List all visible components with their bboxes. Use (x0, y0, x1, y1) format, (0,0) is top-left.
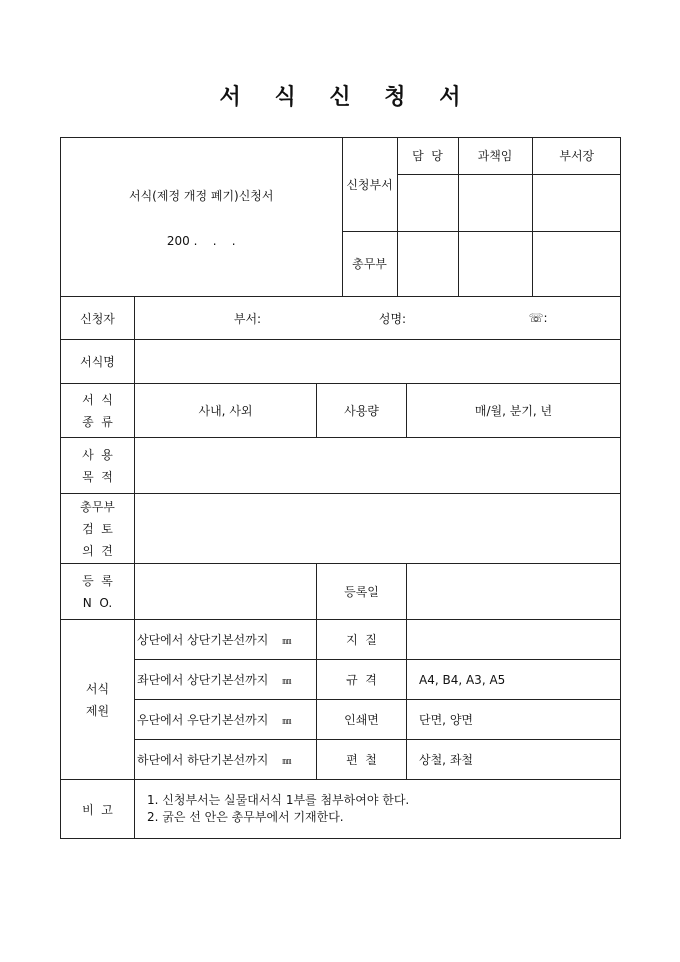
ga-sign-section-chief[interactable] (458, 231, 532, 296)
form-type-value[interactable]: 사내, 사외 (135, 384, 317, 438)
spec-value-field[interactable]: A4, B4, A3, A5 (407, 660, 621, 700)
spec-row (61, 700, 621, 740)
spec-margin-field[interactable] (135, 700, 317, 740)
spec-prop-label: 규 격 (317, 660, 407, 700)
opinion-label (61, 494, 135, 564)
approval-header-dept-head: 부서장 (532, 138, 621, 174)
spec-value-field[interactable] (407, 620, 621, 660)
spec-label-top: 서식 (85, 681, 110, 696)
registration-row (61, 564, 621, 620)
spec-margin-text: 상단에서 상단기본선까지 (137, 633, 269, 647)
remarks-label: 비 고 (61, 780, 135, 839)
request-date: 200 . . . (166, 233, 236, 248)
opinion-label-2: 검 토 (82, 521, 113, 536)
remarks-line-1: 1. 신청부서는 실물대서식 1부를 첨부하여야 한다. (147, 793, 410, 807)
applicant-fields[interactable] (135, 297, 621, 340)
purpose-field[interactable] (135, 438, 621, 494)
page-title: 서 식 신 청 서 (219, 84, 474, 110)
spec-value-field[interactable]: 단면, 양면 (407, 700, 621, 740)
opinion-field[interactable] (135, 494, 621, 564)
opinion-label-1: 총무부 (80, 499, 115, 514)
requesting-dept-label: 신청부서 (342, 138, 397, 231)
spec-margin-field[interactable] (135, 620, 317, 660)
remarks-line-2: 2. 굵은 선 안은 총무부에서 기재한다. (147, 810, 344, 824)
spec-prop-label: 인쇄면 (317, 700, 407, 740)
ga-sign-staff[interactable] (397, 231, 458, 296)
spec-unit: ㎜ (282, 757, 292, 767)
spec-value-field[interactable]: 상철, 좌철 (407, 740, 621, 780)
form-name-field[interactable] (135, 340, 621, 384)
form-name-row (61, 340, 621, 384)
registration-no-field[interactable] (135, 564, 317, 620)
spec-row (61, 620, 621, 660)
remarks-row (61, 780, 621, 839)
spec-margin-text: 우단에서 우단기본선까지 (137, 713, 269, 727)
purpose-label (61, 438, 135, 494)
registration-label-top: 등 록 (82, 573, 113, 588)
spec-margin-text: 좌단에서 상단기본선까지 (137, 673, 269, 687)
remarks-text (135, 780, 621, 839)
purpose-row (61, 438, 621, 494)
form-type-label-top: 서 식 (82, 392, 113, 407)
spec-row (61, 660, 621, 700)
approval-header-staff: 담 당 (397, 138, 458, 174)
applicant-dept-field[interactable]: 부서: (233, 311, 262, 326)
form-type-row (61, 384, 621, 438)
purpose-label-top: 사 용 (82, 447, 113, 462)
registration-date-field[interactable] (407, 564, 621, 620)
spec-unit: ㎜ (282, 677, 292, 687)
form-name-label: 서식명 (61, 340, 135, 384)
registration-label-bottom: N O. (82, 595, 113, 610)
opinion-row (61, 494, 621, 564)
spec-unit: ㎜ (282, 637, 292, 647)
approval-sign-dept-head[interactable] (532, 174, 621, 231)
approval-sign-section-chief[interactable] (458, 174, 532, 231)
applicant-phone-field[interactable]: ☏: (528, 311, 548, 325)
usage-label: 사용량 (317, 384, 407, 438)
header-block (61, 138, 621, 297)
spec-prop-label: 지 질 (317, 620, 407, 660)
form-type-label-bottom: 종 류 (82, 414, 113, 429)
usage-value[interactable]: 매/월, 분기, 년 (407, 384, 621, 438)
form-label: 서식(제정 개정 폐기)신청서 (128, 188, 274, 203)
general-affairs-label: 총무부 (342, 231, 397, 296)
spec-unit: ㎜ (282, 717, 292, 727)
applicant-row (61, 297, 621, 340)
spec-label (61, 620, 135, 780)
spec-margin-field[interactable] (135, 740, 317, 780)
approval-header-section-chief: 과책임 (458, 138, 532, 174)
ga-sign-dept-head[interactable] (532, 231, 621, 296)
applicant-name-field[interactable]: 성명: (378, 311, 407, 326)
purpose-label-bottom: 목 적 (82, 469, 113, 484)
spec-margin-text: 하단에서 하단기본선까지 (137, 753, 269, 767)
opinion-label-3: 의 견 (82, 543, 113, 558)
form-type-label (61, 384, 135, 438)
registration-date-label: 등록일 (317, 564, 407, 620)
spec-row (61, 740, 621, 780)
spec-prop-label: 편 철 (317, 740, 407, 780)
approval-sign-staff[interactable] (397, 174, 458, 231)
spec-label-bottom: 제원 (85, 703, 110, 718)
application-form-table (60, 137, 621, 839)
applicant-label: 신청자 (61, 297, 135, 340)
spec-margin-field[interactable] (135, 660, 317, 700)
registration-no-label (61, 564, 135, 620)
